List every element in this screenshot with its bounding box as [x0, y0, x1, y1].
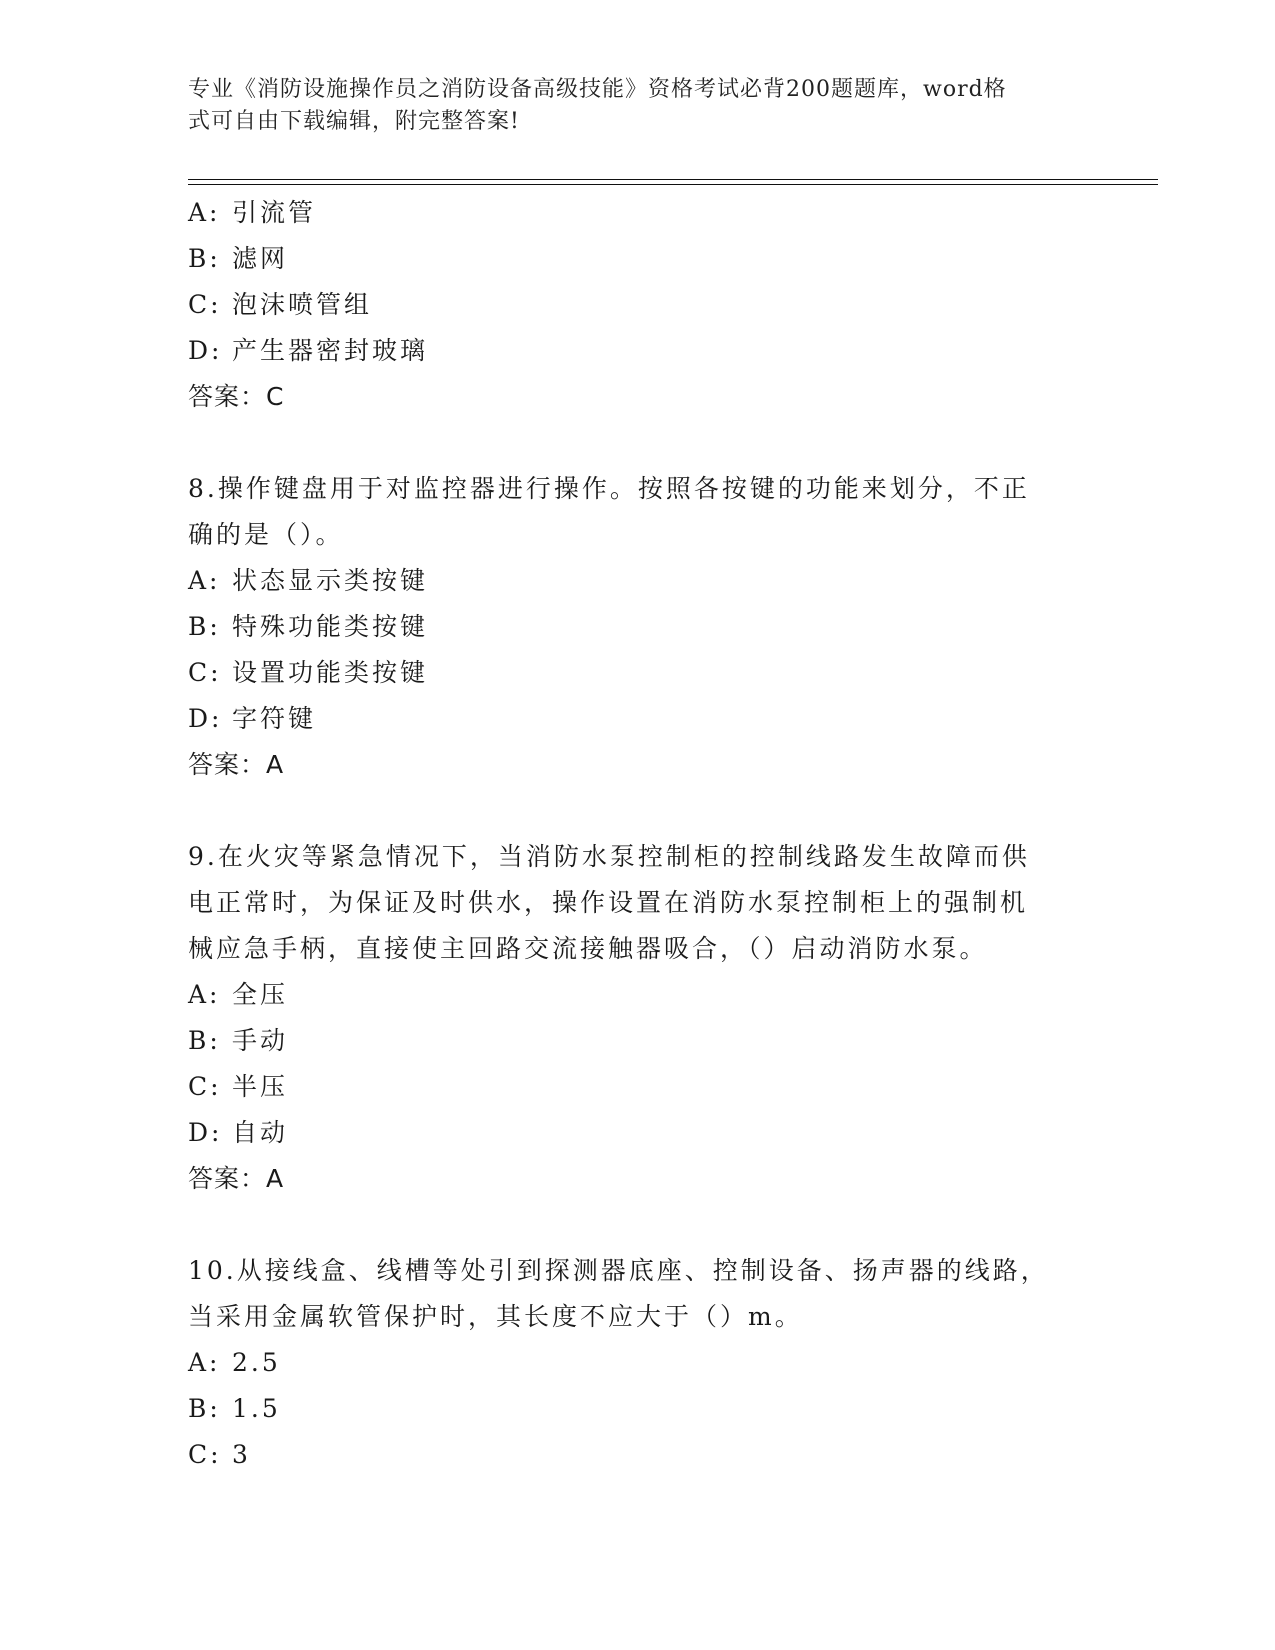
spacer: [188, 1202, 1068, 1248]
option-text: 1.5: [232, 1394, 281, 1423]
question-10-option-c: [188, 1432, 1068, 1478]
question-9-stem-line-1: 9.在火灾等紧急情况下，当消防水泵控制柜的控制线路发生故障而供: [188, 842, 1030, 871]
question-9-option-d: [188, 1110, 1068, 1156]
option-text: 手动: [232, 1026, 289, 1055]
option-letter: D:: [188, 336, 223, 365]
question-8-stem-line-2: 确的是（）。: [188, 520, 344, 549]
option-letter: A:: [188, 566, 221, 595]
option-text: 滤网: [232, 244, 289, 273]
question-9-option-b: [188, 1018, 1068, 1064]
question-8-option-a: [188, 558, 1068, 604]
option-text: 全压: [232, 980, 289, 1009]
question-8-option-b: [188, 604, 1068, 650]
option-text: 特殊功能类按键: [232, 612, 429, 641]
question-9: [188, 834, 1068, 1202]
option-letter: D:: [188, 704, 223, 733]
option-text: 半压: [232, 1072, 289, 1101]
option-text: 引流管: [232, 198, 317, 227]
option-letter: B:: [188, 244, 221, 273]
option-letter: C:: [188, 1440, 222, 1469]
option-letter: B:: [188, 1026, 221, 1055]
question-8-option-d: [188, 696, 1068, 742]
question-8-answer: 答案：A: [188, 750, 285, 779]
question-10-option-a: [188, 1340, 1068, 1386]
question-9-stem-line-2: 电正常时，为保证及时供水，操作设置在消防水泵控制柜上的强制机: [188, 888, 1029, 917]
spacer: [188, 420, 1068, 466]
option-text: 设置功能类按键: [232, 658, 429, 687]
option-letter: A:: [188, 198, 221, 227]
question-10-stem-line-1: 10.从接线盒、线槽等处引到探测器底座、控制设备、扬声器的线路，: [188, 1256, 1049, 1285]
option-text: 字符键: [232, 704, 317, 733]
question-9-stem-line-3: 械应急手柄，直接使主回路交流接触器吸合，（）启动消防水泵。: [188, 934, 988, 963]
question-10: [188, 1248, 1068, 1478]
question-7-option-a: [188, 190, 1068, 236]
question-9-option-a: [188, 972, 1068, 1018]
question-10-stem-line-2: 当采用金属软管保护时，其长度不应大于（）m。: [188, 1302, 803, 1331]
option-text: 状态显示类按键: [232, 566, 429, 595]
option-text: 3: [232, 1440, 251, 1469]
option-letter: D:: [188, 1118, 223, 1147]
question-7-option-b: [188, 236, 1068, 282]
header-divider-bottom: [188, 184, 1158, 185]
option-letter: C:: [188, 1072, 222, 1101]
header-divider-top: [188, 179, 1158, 180]
option-letter: C:: [188, 658, 222, 687]
question-list: [188, 190, 1068, 1478]
option-letter: B:: [188, 1394, 221, 1423]
question-7-option-c: [188, 282, 1068, 328]
question-8-option-c: [188, 650, 1068, 696]
header-line-2: 式可自由下载编辑，附完整答案!: [188, 109, 520, 134]
question-7-option-d: [188, 328, 1068, 374]
question-7-answer: 答案：C: [188, 382, 285, 411]
option-text: 产生器密封玻璃: [232, 336, 429, 365]
option-letter: B:: [188, 612, 221, 641]
question-8-stem-line-1: 8.操作键盘用于对监控器进行操作。按照各按键的功能来划分，不正: [188, 474, 1030, 503]
document-header: [188, 74, 1068, 138]
header-line-1: 专业《消防设施操作员之消防设备高级技能》资格考试必背200题题库，word格: [188, 77, 1007, 102]
question-10-option-b: [188, 1386, 1068, 1432]
option-letter: A:: [188, 980, 221, 1009]
spacer: [188, 788, 1068, 834]
option-text: 2.5: [232, 1348, 281, 1377]
question-9-answer: 答案：A: [188, 1164, 285, 1193]
question-7: [188, 190, 1068, 420]
question-9-option-c: [188, 1064, 1068, 1110]
option-text: 泡沫喷管组: [232, 290, 373, 319]
option-letter: C:: [188, 290, 222, 319]
option-text: 自动: [232, 1118, 289, 1147]
question-8: [188, 466, 1068, 788]
option-letter: A:: [188, 1348, 221, 1377]
